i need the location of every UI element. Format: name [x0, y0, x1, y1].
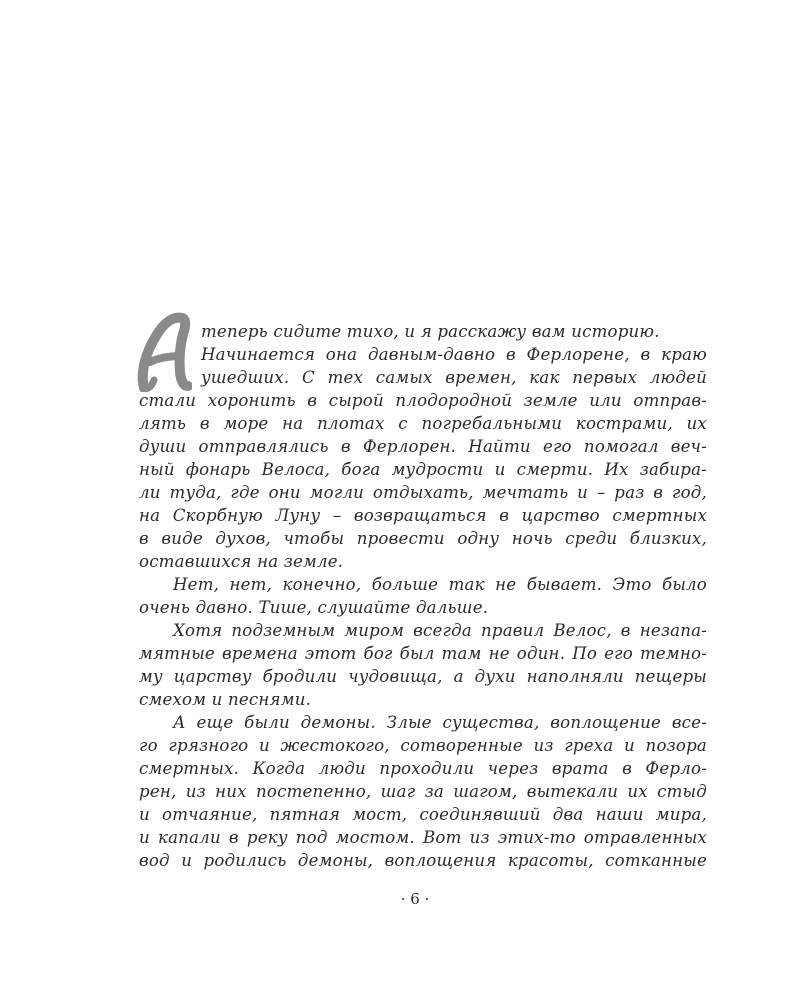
text-line: лять в море на плотах с погребальными кострами, их [139, 414, 707, 433]
paragraph-5 [139, 711, 707, 872]
text-line: и отчаяние, пятная мост, соединявший два наши мира, [139, 805, 707, 824]
text-line: Начинается она давным-давно в Ферлорене, в краю [201, 345, 707, 364]
text-line: ли туда, где они могли отдыхать, мечтать и – раз в год, [139, 483, 707, 502]
text-line: вод и родились демоны, воплощения красоты, сотканные [139, 851, 707, 870]
text-line: го грязного и жестокого, сотворенные из греха и позора [139, 736, 707, 755]
paragraph-2 [139, 343, 707, 573]
page-number: · 6 · [400, 890, 430, 908]
text-line: ушедших. С тех самых времен, как первых людей [201, 368, 707, 387]
text-line: очень давно. Тише, слушайте дальше. [139, 598, 489, 617]
text-line: и капали в реку под мостом. Вот из этих-то отравленных [139, 828, 707, 847]
text-line: Нет, нет, конечно, больше так не бывает. Это было [173, 575, 707, 594]
text-line: Хотя подземным миром всегда правил Велос, в незапа- [173, 621, 707, 640]
text-line: теперь сидите тихо, и я расскажу вам историю. [201, 322, 660, 341]
text-line: на Скорбную Луну – возвращаться в царство смертных [139, 506, 707, 525]
text-line: смертных. Когда люди проходили через врата в Ферло- [139, 759, 707, 778]
text-line: му царству бродили чудовища, а духи наполняли пещеры [139, 667, 707, 686]
text-line: А еще были демоны. Злые существа, воплощение все- [173, 713, 707, 732]
body-text [139, 320, 707, 872]
text-line: души отправлялись в Ферлорен. Найти его помогал веч- [139, 437, 707, 456]
text-line: в виде духов, чтобы провести одну ночь среди близких, [139, 529, 707, 548]
text-line: мятные времена этот бог был там не один. По его темно- [139, 644, 707, 663]
paragraph-3 [139, 573, 707, 619]
text-line: смехом и песнями. [139, 690, 312, 709]
text-line: ный фонарь Велоса, бога мудрости и смерти. Их забира- [139, 460, 707, 479]
paragraph-4 [139, 619, 707, 711]
text-line: стали хоронить в сырой плодородной земле или отправ- [139, 391, 707, 410]
text-line: оставшихся на земле. [139, 552, 344, 571]
text-line: рен, из них постепенно, шаг за шагом, вытекали их стыд [139, 782, 707, 801]
paragraph-1 [139, 320, 707, 343]
